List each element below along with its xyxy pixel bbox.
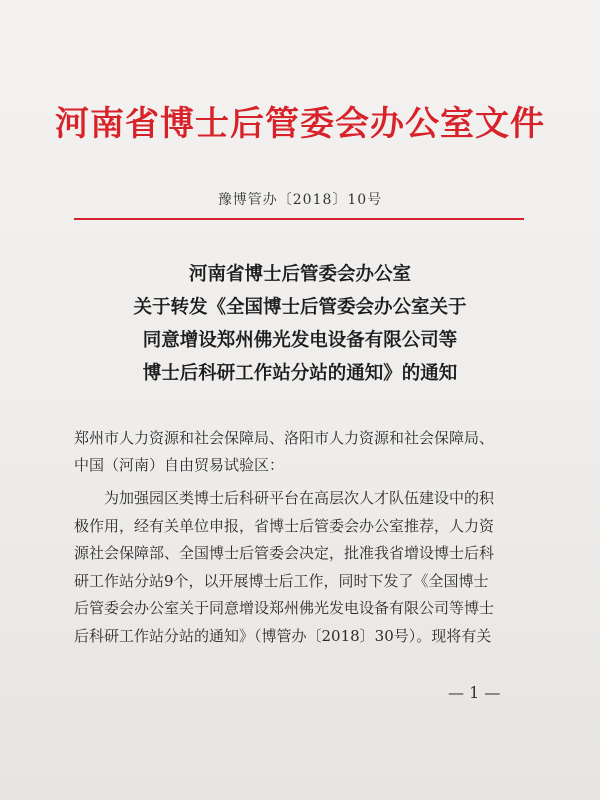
document-number: 豫博管办〔2018〕10号 — [217, 192, 383, 208]
red-divider-line — [74, 218, 524, 220]
body-line: 为加强园区类博士后科研平台在高层次人才队伍建设中的积 — [104, 489, 495, 507]
body-paragraph — [74, 485, 544, 650]
body-line: 极作用，经有关单位申报，省博士后管委会办公室推荐，人力资 — [74, 516, 495, 535]
addressee-line: 中国（河南）自由贸易试验区： — [74, 456, 285, 474]
addressees — [74, 425, 544, 479]
notice-title-line: 同意增设郑州佛光发电设备有限公司等 — [142, 330, 458, 351]
body-line: 源社会保障部、全国博士后管委会决定，批准我省增设博士后科 — [74, 544, 495, 562]
notice-title-line: 博士后科研工作站分站的通知》的通知 — [142, 363, 458, 384]
page-number: — 1 — — [448, 683, 501, 702]
notice-title-line: 河南省博士后管委会办公室 — [188, 264, 411, 285]
notice-title-line: 关于转发《全国博士后管委会办公室关于 — [133, 297, 467, 318]
body-line: 研工作站分站9个，以开展博士后工作，同时下发了《全国博士 — [74, 571, 489, 590]
issuer-header: 河南省博士后管委会办公室文件 — [55, 104, 545, 144]
body-line: 后科研工作站分站的通知》（博管办〔2018〕30号）。现将有关 — [74, 626, 492, 645]
addressee-line: 郑州市人力资源和社会保障局、洛阳市人力资源和社会保障局、 — [74, 429, 495, 447]
notice-title — [0, 258, 600, 390]
body-line: 后管委会办公室关于同意增设郑州佛光发电设备有限公司等博士 — [74, 599, 495, 617]
